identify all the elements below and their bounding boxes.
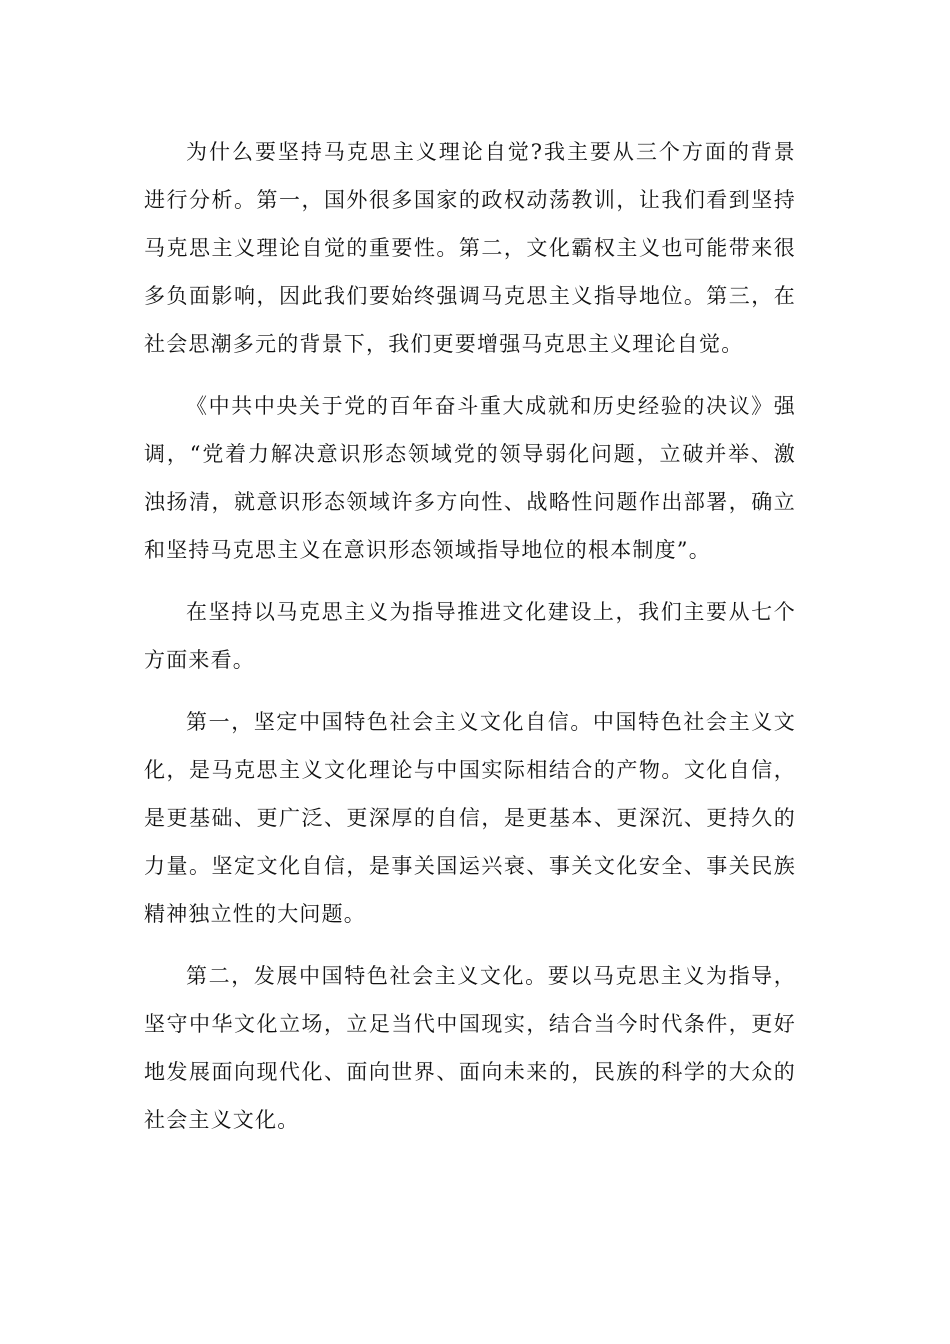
paragraph-4: 第一，坚定中国特色社会主义文化自信。中国特色社会主义文化，是马克思主义文化理论与中国实际相结合的产物。文化自信，是更基础、更广泛、更深厚的自信，是更基本、更深沉、更持久的力量。坚定文化自信，是事关国运兴衰、事关文化安全、事关民族精神独立性的大问题。 [144, 710, 796, 926]
paragraph-5: 第二，发展中国特色社会主义文化。要以马克思主义为指导，坚守中华文化立场，立足当代中国现实，结合当今时代条件，更好地发展面向现代化、面向世界、面向未来的，民族的科学的大众的社会主义文化。 [144, 964, 796, 1132]
document-body [144, 128, 796, 1158]
paragraph-2: 《中共中央关于党的百年奋斗重大成就和历史经验的决议》强调，“党着力解决意识形态领域党的领导弱化问题，立破并举、激浊扬清，就意识形态领域许多方向性、战略性问题作出部署，确立和坚持马克思主义在意识形态领域指导地位的根本制度”。 [144, 394, 796, 562]
paragraph-1: 为什么要坚持马克思主义理论自觉?我主要从三个方面的背景进行分析。第一，国外很多国家的政权动荡教训，让我们看到坚持马克思主义理论自觉的重要性。第二，文化霸权主义也可能带来很多负面影响，因此我们要始终强调马克思主义指导地位。第三，在社会思潮多元的背景下，我们更要增强马克思主义理论自觉。 [144, 140, 796, 356]
paragraph-3: 在坚持以马克思主义为指导推进文化建设上，我们主要从七个方面来看。 [144, 600, 796, 672]
